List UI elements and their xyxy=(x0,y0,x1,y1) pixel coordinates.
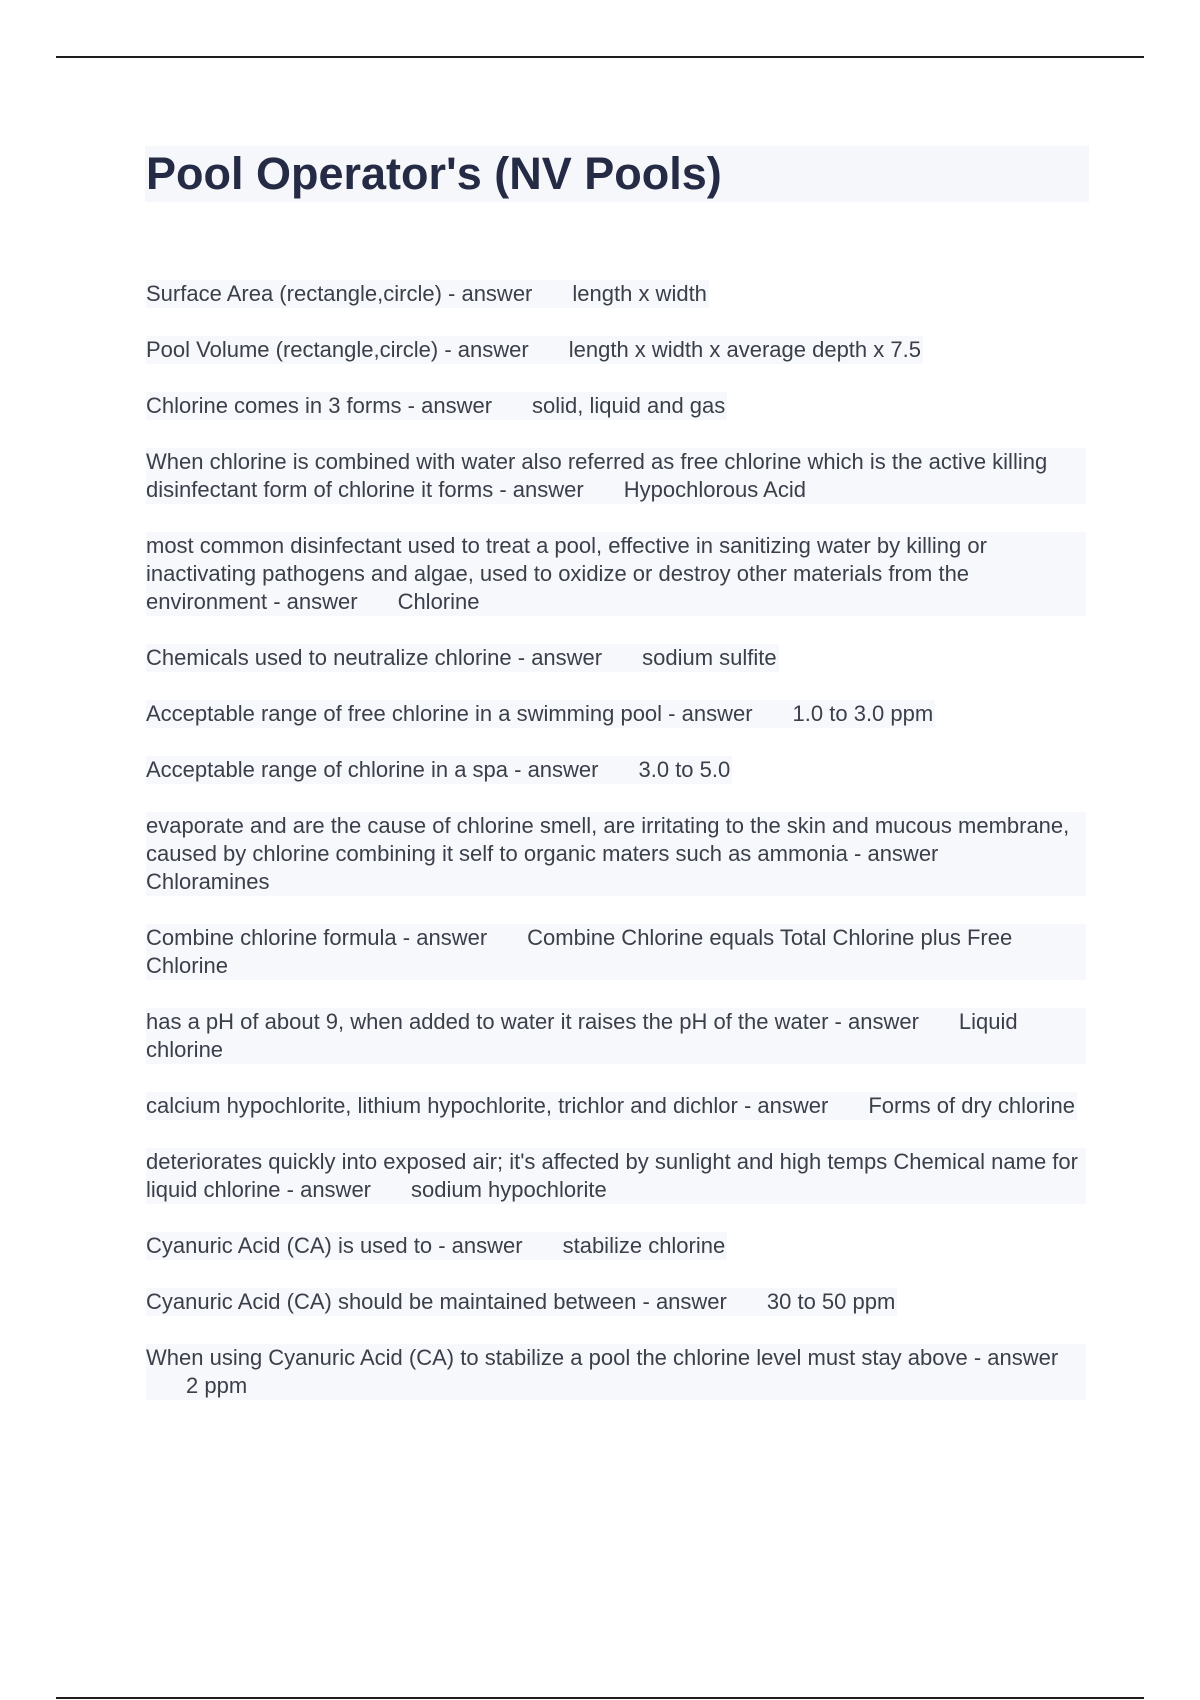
answer-separator: - answer xyxy=(438,337,529,362)
answer-separator: - answer xyxy=(493,477,584,502)
flashcard-question: Combine chlorine formula xyxy=(146,925,397,950)
flashcard xyxy=(146,1148,1086,1204)
flashcard-row xyxy=(146,1288,1086,1344)
flashcard-row xyxy=(146,1232,1086,1288)
answer-separator: - answer xyxy=(636,1289,727,1314)
flashcard-answer: sodium sulfite xyxy=(642,645,777,670)
answer-separator: - answer xyxy=(396,925,488,950)
flashcard-question: calcium hypochlorite, lithium hypochlorite, trichlor and dichlor xyxy=(146,1093,738,1118)
flashcard xyxy=(146,756,732,784)
flashcard-answer: 3.0 to 5.0 xyxy=(638,757,731,782)
flashcard-question: Chlorine comes in 3 forms xyxy=(146,393,402,418)
flashcard-row xyxy=(146,700,1086,756)
flashcard-row xyxy=(146,1092,1086,1148)
flashcard-answer: 30 to 50 ppm xyxy=(766,1289,896,1314)
flashcard-question: Acceptable range of chlorine in a spa xyxy=(146,757,509,782)
flashcard-question: Pool Volume (rectangle,circle) xyxy=(146,337,439,362)
flashcard-row xyxy=(146,1344,1086,1428)
answer-separator: - answer xyxy=(511,645,603,670)
answer-separator: - answer xyxy=(267,589,358,614)
flashcard-row xyxy=(146,812,1086,924)
flashcard-row xyxy=(146,448,1086,532)
flashcard xyxy=(146,924,1086,980)
flashcard-question: Acceptable range of free chlorine in a swimming pool xyxy=(146,701,663,726)
flashcard-row xyxy=(146,644,1086,700)
answer-separator: - answer xyxy=(401,393,493,418)
answer-separator: - answer xyxy=(441,281,533,306)
flashcard-question: Cyanuric Acid (CA) should be maintained between xyxy=(146,1289,637,1314)
flashcard-answer: 1.0 to 3.0 ppm xyxy=(792,701,934,726)
flashcard-question: has a pH of about 9, when added to water it raises the pH of the water xyxy=(146,1009,829,1034)
top-rule xyxy=(56,56,1144,58)
flashcard xyxy=(146,1008,1086,1064)
flashcard xyxy=(146,700,935,728)
flashcard-row xyxy=(146,392,1086,448)
flashcard-row xyxy=(146,532,1086,644)
flashcard xyxy=(146,1232,727,1260)
flashcard xyxy=(146,1288,897,1316)
flashcard-row xyxy=(146,756,1086,812)
answer-separator: - answer xyxy=(737,1093,829,1118)
flashcard-list xyxy=(146,280,1086,1428)
answer-separator: - answer xyxy=(432,1233,523,1258)
flashcard-answer: 2 ppm xyxy=(186,1373,248,1398)
flashcard-row xyxy=(146,280,1086,336)
answer-separator: - answer xyxy=(662,701,753,726)
flashcard-answer: Liquid chlorine xyxy=(146,1009,1018,1062)
answer-separator: - answer xyxy=(280,1177,372,1202)
flashcard xyxy=(146,1092,1077,1120)
flashcard-answer: Chlorine xyxy=(397,589,480,614)
flashcard xyxy=(146,280,709,308)
page-title: Pool Operator's (NV Pools) xyxy=(146,148,722,199)
flashcard-answer: Combine Chlorine equals Total Chlorine plus Free Chlorine xyxy=(146,925,1013,978)
flashcard-question: Chemicals used to neutralize chlorine xyxy=(146,645,512,670)
answer-separator: - answer xyxy=(508,757,599,782)
answer-separator: - answer xyxy=(847,841,939,866)
flashcard-answer: length x width x average depth x 7.5 xyxy=(568,337,921,362)
bottom-rule xyxy=(56,1697,1144,1699)
flashcard-answer: Hypochlorous Acid xyxy=(623,477,806,502)
flashcard-question: When chlorine is combined with water also referred as free chlorine which is the active killing disinfectant form of chlorine it forms xyxy=(146,449,1048,502)
flashcard xyxy=(146,1344,1086,1400)
flashcard-answer: sodium hypochlorite xyxy=(411,1177,607,1202)
flashcard-row xyxy=(146,336,1086,392)
flashcard-row xyxy=(146,1008,1086,1092)
flashcard xyxy=(146,644,779,672)
flashcard-question: Cyanuric Acid (CA) is used to xyxy=(146,1233,433,1258)
answer-separator: - answer xyxy=(967,1345,1059,1370)
flashcard-answer: solid, liquid and gas xyxy=(532,393,726,418)
flashcard xyxy=(146,392,727,420)
flashcard xyxy=(146,448,1086,504)
flashcard xyxy=(146,532,1086,616)
flashcard-row xyxy=(146,1148,1086,1232)
flashcard xyxy=(146,336,923,364)
flashcard-answer: Forms of dry chlorine xyxy=(868,1093,1075,1118)
answer-separator: - answer xyxy=(828,1009,919,1034)
flashcard-question: most common disinfectant used to treat a pool, effective in sanitizing water by killing or inactivating pathogens and algae, used to oxidize or destroy other materials from the environment xyxy=(146,533,987,614)
flashcard-question: When using Cyanuric Acid (CA) to stabilize a pool the chlorine level must stay above xyxy=(146,1345,968,1370)
flashcard-answer: length x width xyxy=(572,281,707,306)
flashcard-answer: stabilize chlorine xyxy=(562,1233,726,1258)
flashcard-question: evaporate and are the cause of chlorine smell, are irritating to the skin and mucous membrane, caused by chlorine combining it self to organic maters such as ammonia xyxy=(146,813,1070,866)
flashcard-row xyxy=(146,924,1086,1008)
flashcard-question: deteriorates quickly into exposed air; it's affected by sunlight and high temps Chemical name for liquid chlorine xyxy=(146,1149,1078,1202)
flashcard xyxy=(146,812,1086,896)
flashcard-answer: Chloramines xyxy=(146,869,270,894)
flashcard-question: Surface Area (rectangle,circle) xyxy=(146,281,442,306)
